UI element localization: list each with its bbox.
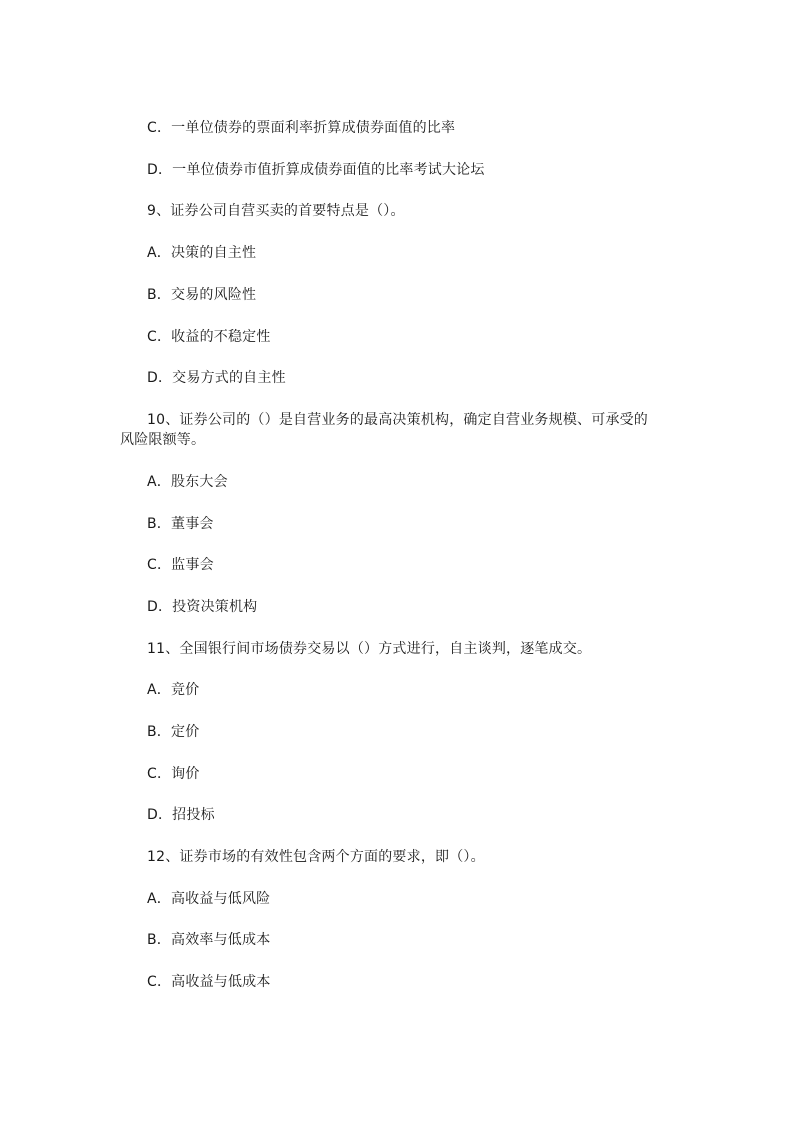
q12-option-a: A．高收益与低风险 — [147, 891, 271, 907]
question-10: 10、证券公司的（）是自营业务的最高决策机构，确定自营业务规模、可承受的风险限额等。 — [120, 412, 649, 448]
q10-option-b: B．董事会 — [147, 516, 214, 532]
q11-option-c: C．询价 — [147, 766, 200, 782]
q12-option-b: B．高效率与低成本 — [147, 932, 271, 948]
q10-option-a: A．股东大会 — [147, 474, 228, 490]
q11-option-d: D．招投标 — [147, 807, 215, 823]
question-12: 12、证券市场的有效性包含两个方面的要求，即（）。 — [147, 849, 485, 865]
question-9: 9、证券公司自营买卖的首要特点是（）。 — [147, 203, 405, 219]
option-d-line: D．一单位债券市值折算成债券面值的比率考试大论坛 — [147, 162, 485, 178]
q11-option-a: A．竞价 — [147, 682, 200, 698]
q9-option-a: A．决策的自主性 — [147, 245, 257, 261]
q9-option-b: B．交易的风险性 — [147, 287, 257, 303]
question-11: 11、全国银行间市场债券交易以（）方式进行，自主谈判，逐笔成交。 — [147, 641, 592, 657]
q11-option-b: B．定价 — [147, 724, 200, 740]
q10-option-d: D．投资决策机构 — [147, 599, 258, 615]
q10-option-c: C．监事会 — [147, 557, 214, 573]
option-c-line: C．一单位债券的票面利率折算成债券面值的比率 — [147, 120, 456, 136]
q9-option-c: C．收益的不稳定性 — [147, 329, 271, 345]
q12-option-c: C．高收益与低成本 — [147, 974, 271, 990]
q9-option-d: D．交易方式的自主性 — [147, 370, 286, 386]
